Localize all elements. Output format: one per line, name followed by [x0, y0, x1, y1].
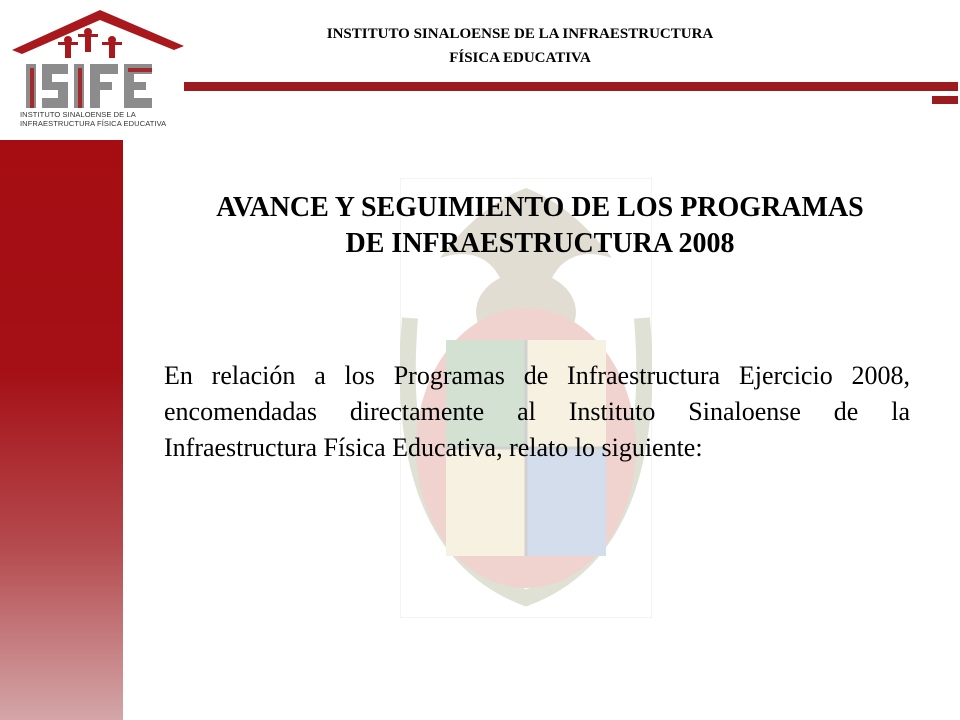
main-title — [140, 190, 940, 262]
header-line-1: INSTITUTO SINALOENSE DE LA INFRAESTRUCTURA — [326, 26, 714, 42]
main-title-line-2: DE INFRAESTRUCTURA 2008 — [345, 228, 735, 259]
header-institution-name — [230, 22, 810, 70]
main-title-line-1: AVANCE Y SEGUIMIENTO DE LOS PROGRAMAS — [216, 192, 864, 223]
header-rule — [184, 82, 958, 91]
intro-paragraph: En relación a los Programas de Infraestructura Ejercicio 2008, encomendadas directamente al Instituto Sinaloense de la Infraestructura Física Educativa, relato lo siguiente: — [164, 361, 910, 462]
left-red-sidebar — [0, 140, 123, 720]
header-rule-bottom — [932, 96, 958, 104]
logo-caption: INSTITUTO SINALOENSE DE LA INFRAESTRUCTURA FÍSICA EDUCATIVA — [20, 110, 167, 128]
header-line-2: FÍSICA EDUCATIVA — [449, 50, 591, 66]
